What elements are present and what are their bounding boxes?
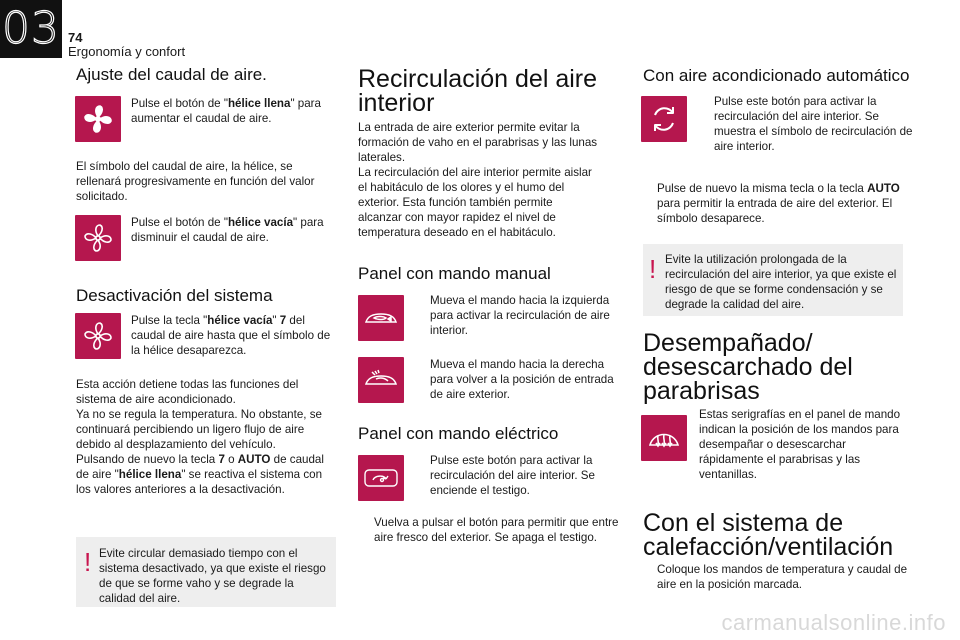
- heading-desempanado: Desempañado/ desescarchado del parabrisas: [643, 329, 853, 405]
- warning-text: Evite la utilización prolongada de la recirculación del aire interior, ya que existe el riesgo de que se forme condensación y se degrade la calidad del aire.: [665, 253, 897, 311]
- section-title: Ergonomía y confort: [68, 44, 186, 59]
- list-item-manual-izquierda: Mueva el mando hacia la izquierda para activar la recirculación de aire interior.: [430, 294, 610, 337]
- manual-recirc-icon: [358, 295, 404, 341]
- heading-recirculacion: Recirculación del aire interior: [358, 65, 598, 117]
- manual-fresh-air-icon: [358, 357, 404, 403]
- warning-box-desactivacion: [76, 537, 336, 607]
- warning-box-recirculacion: [643, 244, 903, 316]
- list-item-calefaccion: Coloque los mandos de temperatura y caudal de aire en la posición marcada.: [657, 563, 908, 591]
- heading-ajuste-caudal: Ajuste del caudal de aire.: [76, 65, 267, 84]
- paragraph-recirculacion-intro: La entrada de aire exterior permite evitar la formación de vaho en el parabrisas y las lunas laterales. La recirculación del aire interior permite aislar el habitáculo de los olores y el humo del exterior. Esta función también permite alcanzar con mayor rapidez el nivel de temperatura deseado en el habitáculo.: [358, 121, 598, 239]
- fan-off-icon: [75, 313, 121, 359]
- heading-aire-automatico: Con aire acondicionado automático: [643, 66, 910, 85]
- heading-panel-electrico: Panel con mando eléctrico: [358, 424, 559, 443]
- list-item-auto-desactivar: Pulse de nuevo la misma tecla o la tecla AUTO para permitir la entrada de aire del exterior. El símbolo desaparece.: [657, 182, 900, 225]
- paragraph-desempanado: Estas serigrafías en el panel de mando indican la posición de los mandos para desempañar o desescarchar rápidamente el parabrisas y las ventanillas.: [699, 408, 901, 481]
- list-item-manual-derecha: Mueva el mando hacia la derecha para volver a la posición de entrada de aire exterior.: [430, 358, 614, 401]
- paragraph-desactivar: Pulse la tecla "hélice vacía" 7 del caudal de aire hasta que el símbolo de la hélice desaparezca.: [131, 314, 331, 357]
- warning-mark-icon: !: [649, 254, 657, 284]
- page-number: 74: [68, 30, 83, 45]
- paragraph-fan-symbol: El símbolo del caudal de aire, la hélice, se rellenará progresivamente en función del valor solicitado.: [76, 160, 315, 203]
- auto-recirc-icon: [641, 96, 687, 142]
- heading-desactivacion: Desactivación del sistema: [76, 286, 273, 305]
- warning-text: Evite circular demasiado tiempo con el sistema desactivado, ya que existe el riesgo de que se forme vaho y se degrade la calidad del aire.: [99, 547, 326, 605]
- list-item-electrico-desactivar: Vuelva a pulsar el botón para permitir que entre aire fresco del exterior. Se apaga el testigo.: [374, 516, 619, 544]
- fan-empty-icon: [75, 215, 121, 261]
- warning-mark-icon: !: [84, 547, 92, 577]
- windscreen-demist-icon: [641, 415, 687, 461]
- fan-full-icon: [75, 96, 121, 142]
- list-item-electrico-activar: Pulse este botón para activar la recirculación del aire interior. Se enciende el testigo.: [430, 454, 595, 497]
- list-item-auto-activar: Pulse este botón para activar la recirculación del aire interior. Se muestra el símbolo de recirculación de aire interior.: [714, 95, 913, 153]
- heading-panel-manual: Panel con mando manual: [358, 264, 551, 283]
- chapter-number: 03: [0, 0, 62, 58]
- electric-recirc-button-icon: [358, 455, 404, 501]
- paragraph-fan-full: Pulse el botón de "hélice llena" para aumentar el caudal de aire.: [131, 97, 321, 125]
- paragraph-desactivacion-detalle: Esta acción detiene todas las funciones del sistema de aire acondicionado. Ya no se regula la temperatura. No obstante, se continuará percibiendo un ligero flujo de aire debido al desplazamiento del vehículo. Pulsando de nuevo la tecla 7 o AUTO de caudal de aire "hélice llena" se reactiva el sistema con los valores anteriores a la desactivación.: [76, 378, 324, 496]
- paragraph-fan-empty: Pulse el botón de "hélice vacía" para disminuir el caudal de aire.: [131, 216, 324, 244]
- heading-calefaccion: Con el sistema de calefacción/ventilación: [643, 509, 894, 561]
- watermark: carmanualsonline.info: [721, 610, 946, 635]
